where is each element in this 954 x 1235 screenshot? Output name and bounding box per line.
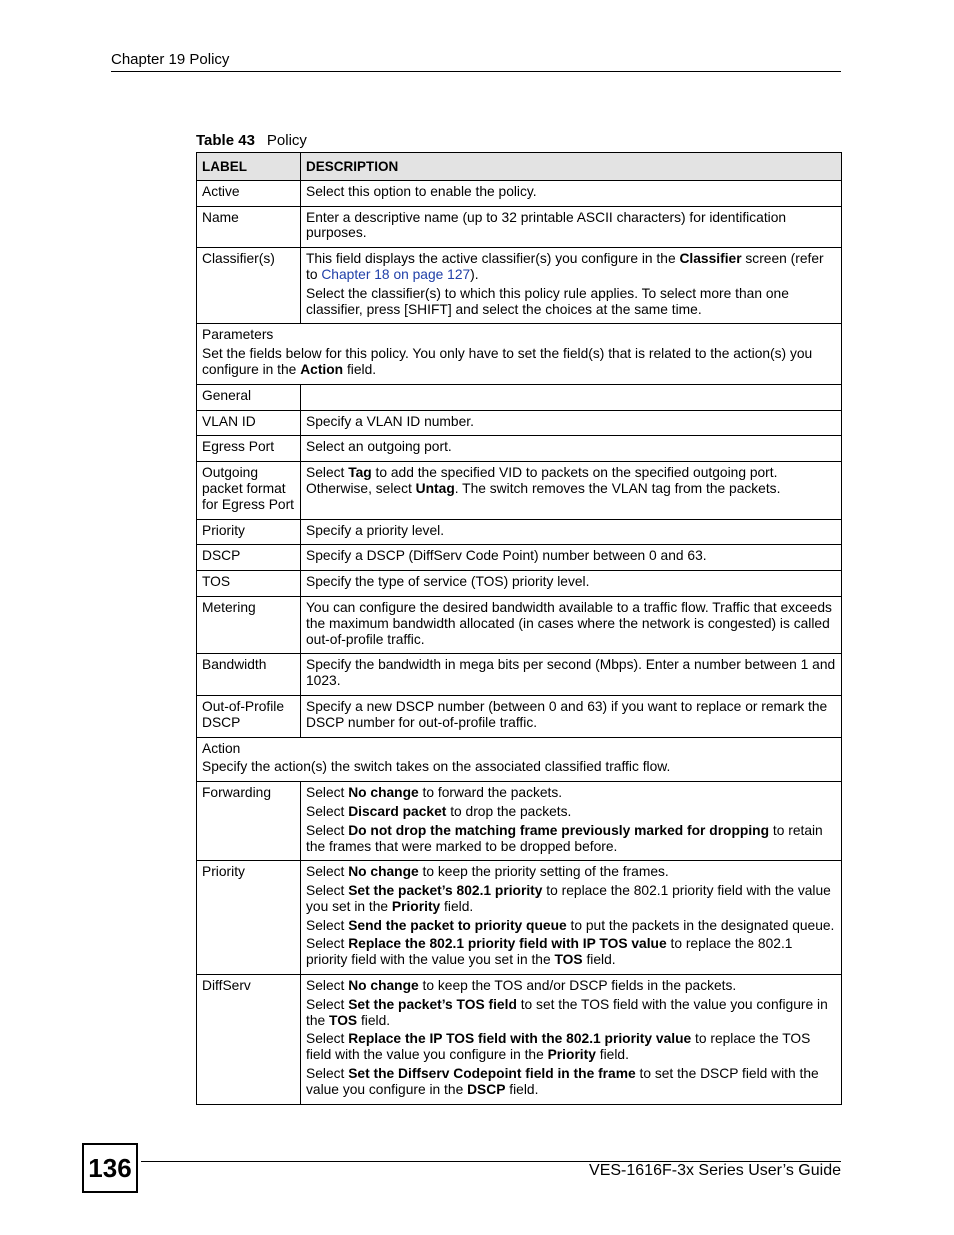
table-row: [197, 248, 842, 324]
row-description: Specify a VLAN ID number.: [301, 410, 842, 436]
row-description: Select No change to keep the TOS and/or DSCP fields in the packets. Select Set the packet’s TOS field to set the TOS field with the value you configure in the TOS field. Select Replace the IP TOS field with the 802.1 priority value to replace the TOS field with the value you configure in the Priority field. Select Set the Diffserv Codepoint field in the frame to set the DSCP field with the value you configure in the DSCP field.: [301, 975, 842, 1105]
row-description: Select No change to keep the priority setting of the frames. Select Set the packet’s 802.1 priority to replace the 802.1 priority field with the value you set in the Priority field. Select Send the packet to priority queue to put the packets in the designated queue. Select Replace the 802.1 priority field with IP TOS value to replace the 802.1 priority field with the value you set in the TOS field.: [301, 861, 842, 975]
row-description: You can configure the desired bandwidth available to a traffic flow. Traffic that exceeds the maximum bandwidth allocated (in cases where the network is congested) is called out-of-profile traffic.: [301, 596, 842, 653]
header-rule: [111, 71, 841, 72]
guide-title: VES-1616F-3x Series User’s Guide: [589, 1162, 841, 1179]
row-description: Specify the bandwidth in mega bits per second (Mbps). Enter a number between 1 and 1023.: [301, 654, 842, 696]
row-label: Metering: [197, 596, 301, 653]
policy-table: [196, 152, 842, 1105]
table-row: [197, 782, 842, 861]
row-label: Priority: [197, 519, 301, 545]
row-description: Specify a new DSCP number (between 0 and 63) if you want to replace or remark the DSCP number for out-of-profile traffic.: [301, 695, 842, 737]
row-label: Bandwidth: [197, 654, 301, 696]
table-row: [197, 571, 842, 597]
row-label: Outgoing packet format for Egress Port: [197, 462, 301, 519]
row-description: Specify a priority level.: [301, 519, 842, 545]
row-label: DiffServ: [197, 975, 301, 1105]
table-caption: [196, 132, 307, 150]
section-title: Action: [202, 740, 241, 756]
table-row: [197, 519, 842, 545]
row-label: VLAN ID: [197, 410, 301, 436]
row-description: This field displays the active classifier(s) you configure in the Classifier screen (refer to Chapter 18 on page 127). Select the classifier(s) to which this policy rule applies. To select more than one classifier, press [SHIFT] and select the choices at the same time.: [301, 248, 842, 324]
row-description: Select an outgoing port.: [301, 436, 842, 462]
row-description: Select this option to enable the policy.: [301, 180, 842, 206]
row-label: Classifier(s): [197, 248, 301, 324]
header-description: DESCRIPTION: [301, 153, 842, 181]
header-label: LABEL: [197, 153, 301, 181]
row-description: Select No change to forward the packets. Select Discard packet to drop the packets. Select Do not drop the matching frame previously marked for dropping to retain the frames that were marked to be dropped before.: [301, 782, 842, 861]
row-label: Egress Port: [197, 436, 301, 462]
row-description: Enter a descriptive name (up to 32 printable ASCII characters) for identification purposes.: [301, 206, 842, 248]
table-row: [197, 545, 842, 571]
caption-title: Policy: [266, 132, 307, 149]
row-description: Specify a DSCP (DiffServ Code Point) number between 0 and 63.: [301, 545, 842, 571]
row-label: Priority: [197, 861, 301, 975]
row-label: TOS: [197, 571, 301, 597]
row-label: Name: [197, 206, 301, 248]
table-row: [197, 180, 842, 206]
table-row: [197, 206, 842, 248]
table-row: [197, 462, 842, 519]
running-header: Chapter 19 Policy: [111, 51, 230, 68]
table-row: [197, 596, 842, 653]
table-row: [197, 861, 842, 975]
row-label: General: [197, 384, 301, 410]
table-row: [197, 436, 842, 462]
action-section: Action Specify the action(s) the switch takes on the associated classified traffic flow.: [197, 737, 842, 782]
parameters-section: Parameters Set the fields below for this policy. You only have to set the field(s) that is related to the action(s) you configure in the Action field.: [197, 324, 842, 384]
table-row: [197, 695, 842, 737]
row-label: Out-of-Profile DSCP: [197, 695, 301, 737]
table-row: [197, 410, 842, 436]
table-section-row: [197, 324, 842, 384]
chapter-18-link[interactable]: Chapter 18 on page 127: [321, 266, 471, 282]
section-title: Parameters: [202, 327, 274, 343]
row-description: Select Tag to add the specified VID to packets on the specified outgoing port. Otherwise, select Untag. The switch removes the VLAN tag from the packets.: [301, 462, 842, 519]
table-header-row: [197, 153, 842, 181]
page-number: 136: [82, 1143, 138, 1193]
row-label: DSCP: [197, 545, 301, 571]
table-row: [197, 975, 842, 1105]
table-row: [197, 384, 842, 410]
row-label: Forwarding: [197, 782, 301, 861]
table-row: [197, 654, 842, 696]
row-description: [301, 384, 842, 410]
row-label: Active: [197, 180, 301, 206]
row-description: Specify the type of service (TOS) priority level.: [301, 571, 842, 597]
table-section-row: [197, 737, 842, 782]
caption-label: Table 43: [196, 132, 255, 149]
